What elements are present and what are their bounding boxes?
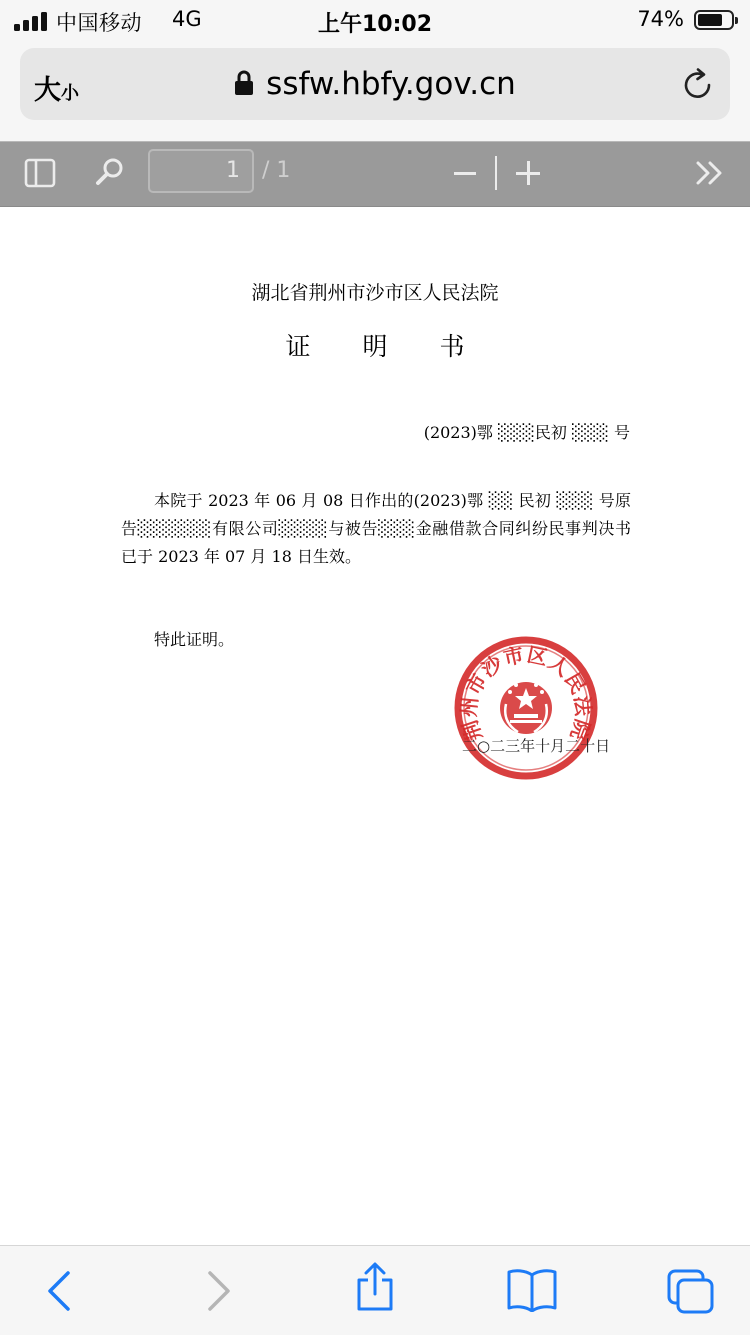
- text-size-large-label: 大: [34, 75, 61, 106]
- network-type: 4G: [172, 7, 202, 31]
- case-number: (2023)鄂 ░░░民初 ░░░ 号: [423, 423, 630, 442]
- court-seal-icon: [452, 634, 600, 782]
- back-icon[interactable]: [44, 1270, 74, 1312]
- status-bar: [0, 0, 750, 42]
- zoom-divider: [495, 156, 497, 190]
- forward-icon[interactable]: [204, 1270, 234, 1312]
- clock: 上午10:02: [317, 12, 433, 37]
- bookmarks-icon[interactable]: [506, 1268, 558, 1312]
- page-number-input[interactable]: 1: [148, 149, 254, 193]
- browser-bottom-toolbar: [0, 1245, 750, 1335]
- pdf-toolbar: [0, 141, 750, 208]
- closing-statement: 特此证明。: [154, 630, 235, 649]
- zoom-in-button[interactable]: [516, 161, 540, 185]
- reload-icon[interactable]: [682, 68, 714, 102]
- sidebar-toggle-icon[interactable]: [24, 157, 56, 189]
- court-name: 湖北省荆州市沙市区人民法院: [251, 282, 499, 304]
- url-display[interactable]: [20, 66, 730, 102]
- domain-text: ssfw.hbfy.gov.cn: [266, 66, 516, 102]
- carrier-name: 中国移动: [56, 11, 142, 35]
- issue-date: 二○二三年十月二十日: [462, 737, 611, 755]
- share-icon[interactable]: [354, 1262, 396, 1312]
- battery-icon: [694, 10, 734, 30]
- certificate-body: 本院于 2023 年 06 月 08 日作出的(2023)鄂 ░░ 民初 ░░░ 号原告░░░░░░有限公司░░░░与被告░░░金融借款合同纠纷民事判决书已于 2023 年 07 月 18 日生效。: [121, 491, 631, 566]
- lock-icon: [234, 70, 254, 96]
- seal-text: 荆州市沙市区人民法院: [456, 642, 596, 744]
- page-total: / 1: [262, 158, 291, 183]
- address-bar[interactable]: [20, 48, 730, 120]
- double-chevron-right-icon[interactable]: [694, 159, 726, 187]
- battery-percentage: 74%: [637, 7, 684, 31]
- zoom-out-button[interactable]: [454, 172, 476, 175]
- pdf-page: [0, 207, 750, 1245]
- document-title: 证 明 书: [285, 332, 487, 361]
- tabs-icon[interactable]: [666, 1268, 716, 1316]
- text-size-small-label: 小: [61, 83, 79, 104]
- search-icon[interactable]: [94, 156, 126, 188]
